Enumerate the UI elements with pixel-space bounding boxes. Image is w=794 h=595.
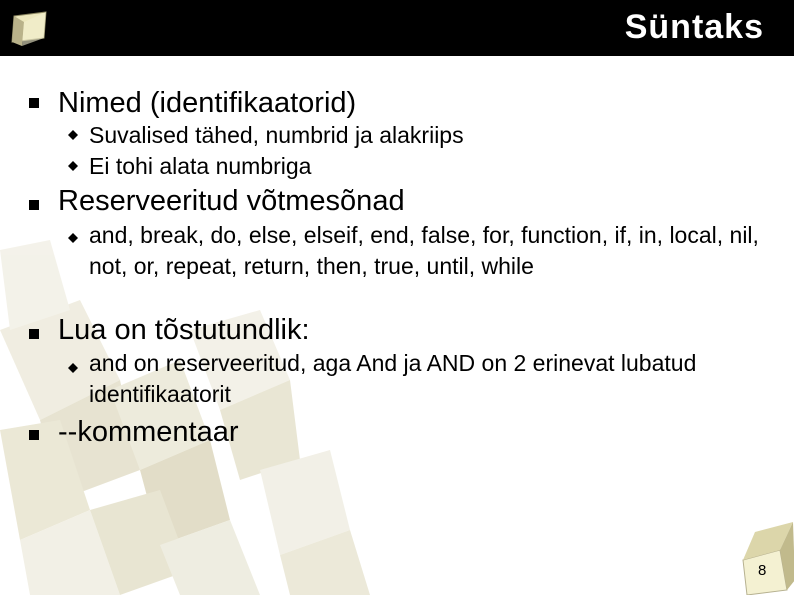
sub-bullet-text: Ei tohi alata numbriga	[89, 153, 312, 179]
diamond-bullet-icon	[68, 233, 78, 243]
page-number: 8	[758, 562, 767, 579]
square-bullet-icon	[29, 98, 39, 108]
bullet-text: Nimed (identifikaatorid)	[58, 87, 357, 119]
bullet-text: --kommentaar	[58, 416, 239, 448]
square-bullet-icon	[29, 200, 39, 210]
sub-bullet-text: and on reserveeritud, aga And ja AND on 2 erinevat lubatud identifikaatorit	[89, 350, 697, 407]
sub-bullet-text: Suvalised tähed, numbrid ja alakriips	[89, 122, 464, 148]
page-number-badge-icon	[735, 520, 794, 595]
diamond-bullet-icon	[68, 161, 78, 171]
sub-bullet-text: and, break, do, else, elseif, end, false, for, function, if, in, local, nil, not, or, repeat, return, then, true, until, while	[89, 222, 759, 279]
square-bullet-icon	[29, 329, 39, 339]
bullet-text: Reserveeritud võtmesõnad	[58, 185, 405, 217]
slide-title: Süntaks	[624, 8, 764, 46]
diamond-bullet-icon	[68, 130, 78, 140]
square-bullet-icon	[29, 430, 39, 440]
diamond-bullet-icon	[68, 363, 78, 373]
bullet-text: Lua on tõstutundlik:	[58, 314, 310, 346]
